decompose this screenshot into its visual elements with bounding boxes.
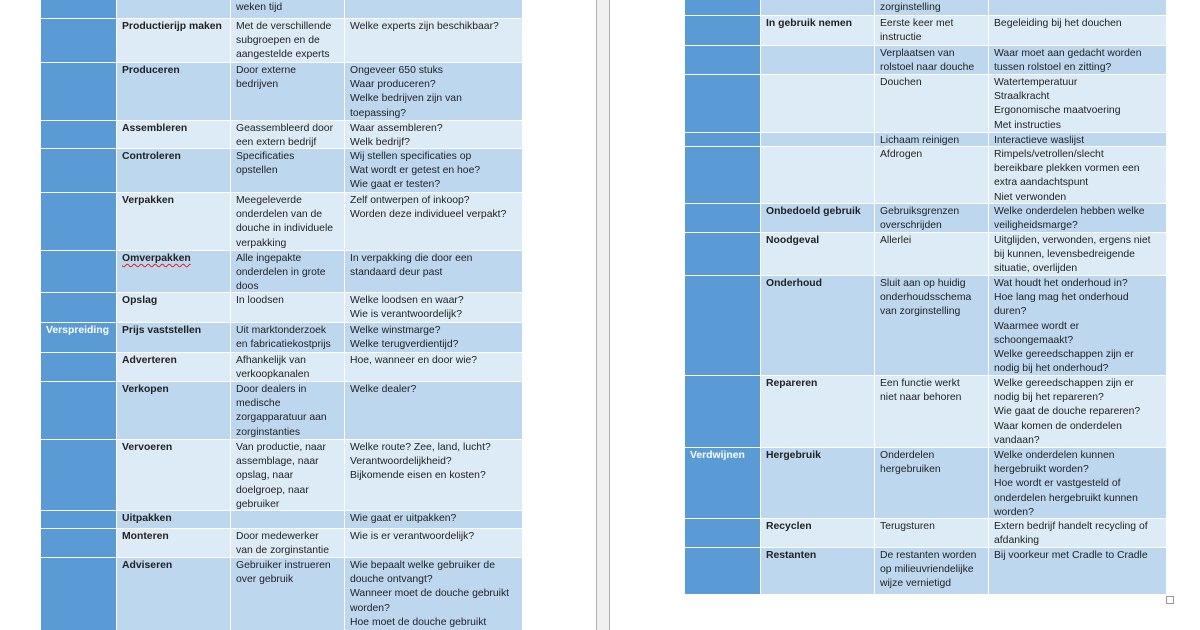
description-cell[interactable] bbox=[875, 204, 989, 232]
category-cell[interactable] bbox=[41, 511, 117, 528]
activity-label: Adverteren bbox=[122, 355, 177, 366]
activity-label: Adviseren bbox=[122, 560, 173, 571]
questions-cell[interactable] bbox=[345, 19, 522, 62]
activity-label: Verkopen bbox=[122, 384, 169, 395]
cell-text: Gebruiker instrueren over gebruik bbox=[236, 560, 331, 586]
category-cell[interactable] bbox=[41, 19, 117, 62]
questions-cell[interactable] bbox=[345, 323, 522, 352]
cell-text: Extern bedrijf handelt recycling of afdanking bbox=[994, 521, 1148, 547]
activity-label: Vervoeren bbox=[122, 442, 173, 453]
cell-text: De restanten worden op milieuvriendelijke wijze vernietigd bbox=[880, 550, 977, 590]
table-row bbox=[685, 204, 1166, 233]
description-cell[interactable] bbox=[875, 16, 989, 45]
description-cell[interactable] bbox=[231, 121, 345, 148]
cell-text: Waar assembleren? Welk bedrijf? bbox=[350, 123, 443, 148]
activity-label: Controleren bbox=[122, 151, 181, 162]
activity-label: Produceren bbox=[122, 65, 180, 76]
questions-cell[interactable] bbox=[989, 519, 1166, 547]
activity-label: Onbedoeld gebruik bbox=[766, 206, 861, 217]
table-row bbox=[41, 558, 522, 630]
table-row bbox=[41, 251, 522, 293]
activity-label: Opslag bbox=[122, 295, 158, 306]
activity-cell[interactable] bbox=[117, 558, 231, 630]
cell-text: Verspreiding bbox=[46, 325, 109, 336]
cell-text: Geassembleerd door een extern bedrijf bbox=[236, 123, 334, 148]
questions-cell[interactable] bbox=[989, 75, 1166, 132]
cell-text: Van productie, naar assemblage, naar opslag, naar doelgroep, naar gebruiker bbox=[236, 442, 326, 510]
activity-cell[interactable] bbox=[117, 323, 231, 352]
activity-cell[interactable] bbox=[761, 376, 875, 447]
questions-cell[interactable] bbox=[345, 251, 522, 292]
cell-text: Allerlei bbox=[880, 235, 912, 246]
cell-text: Watertemperatuur Straalkracht Ergonomische maatvoering Met instructies bbox=[994, 77, 1121, 131]
cell-text: weken tijd bbox=[236, 2, 283, 14]
activity-cell[interactable] bbox=[117, 63, 231, 120]
activity-cell[interactable] bbox=[117, 19, 231, 62]
activity-label: Assembleren bbox=[122, 123, 188, 134]
activity-cell[interactable] bbox=[761, 448, 875, 518]
table-row bbox=[41, 293, 522, 323]
activity-cell[interactable] bbox=[117, 121, 231, 148]
cell-text: Door dealers in medische zorgapparatuur aan zorginstanties bbox=[236, 384, 327, 438]
table-row bbox=[41, 149, 522, 193]
category-cell[interactable] bbox=[41, 251, 117, 292]
questions-cell[interactable] bbox=[989, 448, 1166, 518]
description-cell[interactable] bbox=[875, 376, 989, 447]
cell-text: Verplaatsen van rolstoel naar douche bbox=[880, 48, 975, 74]
questions-cell[interactable] bbox=[345, 382, 522, 439]
table-row bbox=[685, 0, 1166, 16]
questions-cell[interactable] bbox=[989, 233, 1166, 275]
category-cell[interactable] bbox=[41, 323, 117, 352]
activity-cell[interactable] bbox=[117, 193, 231, 250]
cell-text: Sluit aan op huidig onderhoudsschema van zorginstelling bbox=[880, 278, 972, 318]
category-cell[interactable] bbox=[41, 529, 117, 557]
description-cell[interactable] bbox=[231, 529, 345, 557]
table-row bbox=[685, 276, 1166, 376]
description-cell[interactable] bbox=[231, 558, 345, 630]
activity-label: Noodgeval bbox=[766, 235, 820, 246]
questions-cell[interactable] bbox=[989, 204, 1166, 232]
lifecycle-table-left bbox=[41, 0, 522, 630]
cell-text: Ongeveer 650 stuks Waar produceren? Welke bedrijven zijn van toepassing? bbox=[350, 65, 462, 119]
activity-cell[interactable] bbox=[761, 147, 875, 203]
table-row bbox=[685, 376, 1166, 448]
category-cell[interactable] bbox=[685, 519, 761, 547]
cell-text: Wie gaat er uitpakken? bbox=[350, 513, 457, 524]
questions-cell[interactable] bbox=[989, 16, 1166, 45]
activity-label: Prijs vaststellen bbox=[122, 325, 202, 336]
table-row bbox=[41, 19, 522, 63]
questions-cell[interactable] bbox=[989, 46, 1166, 74]
category-cell[interactable] bbox=[41, 558, 117, 630]
description-cell[interactable] bbox=[231, 323, 345, 352]
questions-cell[interactable] bbox=[989, 548, 1166, 594]
description-cell[interactable] bbox=[875, 233, 989, 275]
cell-text: Lichaam reinigen bbox=[880, 135, 960, 146]
cell-text: Wie bepaalt welke gebruiker de douche ontvangt? Wanneer moet de douche gebruikt worden? Hoe moet de douche gebruikt bbox=[350, 560, 510, 628]
activity-label: Verpakken bbox=[122, 195, 174, 206]
table-row bbox=[685, 233, 1166, 276]
table-row bbox=[41, 63, 522, 121]
table-row bbox=[685, 147, 1166, 204]
description-cell[interactable] bbox=[231, 63, 345, 120]
category-cell[interactable] bbox=[685, 147, 761, 203]
cell-text: Specificaties opstellen bbox=[236, 151, 295, 177]
activity-label: Recyclen bbox=[766, 521, 812, 532]
activity-label: Uitpakken bbox=[122, 513, 172, 524]
cell-text: Zelf ontwerpen of inkoop? Worden deze individueel verpakt? bbox=[350, 195, 507, 221]
category-cell[interactable] bbox=[41, 63, 117, 120]
table-row bbox=[41, 353, 522, 382]
activity-cell[interactable] bbox=[761, 233, 875, 275]
category-cell[interactable] bbox=[685, 0, 761, 15]
questions-cell[interactable] bbox=[345, 63, 522, 120]
description-cell[interactable] bbox=[875, 75, 989, 132]
cell-text: zorginstelling bbox=[880, 2, 941, 14]
category-cell[interactable] bbox=[685, 548, 761, 594]
table-row bbox=[41, 440, 522, 511]
questions-cell[interactable] bbox=[345, 529, 522, 557]
cell-text: Interactieve waslijst bbox=[994, 135, 1085, 146]
category-cell[interactable] bbox=[685, 376, 761, 447]
category-cell[interactable] bbox=[41, 440, 117, 510]
cell-text: Wij stellen specificaties op Wat wordt er getest en hoe? Wie gaat er testen? bbox=[350, 151, 481, 191]
document-page-right bbox=[610, 0, 1200, 630]
cell-text: Alle ingepakte onderdelen in grote doos bbox=[236, 253, 326, 292]
questions-cell[interactable] bbox=[989, 0, 1166, 15]
description-cell[interactable] bbox=[875, 519, 989, 547]
table-row bbox=[41, 382, 522, 440]
cell-text: Welke loodsen en waar? Wie is verantwoordelijk? bbox=[350, 295, 464, 321]
questions-cell[interactable] bbox=[989, 376, 1166, 447]
activity-cell[interactable] bbox=[761, 204, 875, 232]
table-row bbox=[41, 193, 522, 251]
activity-cell[interactable] bbox=[117, 440, 231, 510]
cell-text: Eerste keer met instructie bbox=[880, 18, 954, 44]
activity-cell[interactable] bbox=[117, 149, 231, 192]
cell-text: In verpakking die door een standaard deur past bbox=[350, 253, 473, 279]
questions-cell[interactable] bbox=[345, 353, 522, 381]
cell-text: Welke route? Zee, land, lucht? Verantwoordelijkheid? Bijkomende eisen en kosten? bbox=[350, 442, 491, 482]
table-row bbox=[685, 46, 1166, 75]
activity-cell[interactable] bbox=[761, 46, 875, 74]
cell-text: Welke dealer? bbox=[350, 384, 417, 395]
description-cell[interactable] bbox=[875, 46, 989, 74]
category-cell[interactable] bbox=[685, 276, 761, 375]
cell-text: Douchen bbox=[880, 77, 922, 88]
cell-text: Welke gereedschappen zijn er nodig bij het repareren? Wie gaat de douche repareren? Waar komen de onderdelen vandaan? bbox=[994, 378, 1141, 446]
cell-text: Welke onderdelen kunnen hergebruikt worden? Hoe wordt er vastgesteld of onderdelen hergebruikt kunnen worden? bbox=[994, 450, 1138, 518]
cell-text: Met de verschillende subgroepen en de aangestelde experts bbox=[236, 21, 332, 61]
activity-cell[interactable] bbox=[761, 75, 875, 132]
description-cell[interactable] bbox=[231, 149, 345, 192]
activity-cell[interactable] bbox=[761, 276, 875, 375]
description-cell[interactable] bbox=[875, 147, 989, 203]
questions-cell[interactable] bbox=[345, 293, 522, 322]
cell-text: Terugsturen bbox=[880, 521, 935, 532]
questions-cell[interactable] bbox=[989, 147, 1166, 203]
activity-cell[interactable] bbox=[761, 0, 875, 15]
category-cell[interactable] bbox=[685, 204, 761, 232]
activity-cell[interactable] bbox=[761, 519, 875, 547]
description-cell[interactable] bbox=[231, 353, 345, 381]
questions-cell[interactable] bbox=[345, 121, 522, 148]
category-cell[interactable] bbox=[685, 448, 761, 518]
activity-label: In gebruik nemen bbox=[766, 18, 853, 29]
activity-cell[interactable] bbox=[117, 529, 231, 557]
cell-text: In loodsen bbox=[236, 295, 284, 306]
questions-cell[interactable] bbox=[345, 558, 522, 630]
activity-label: Monteren bbox=[122, 531, 169, 542]
cell-text: Waar moet aan gedacht worden tussen rolstoel en zitting? bbox=[994, 48, 1142, 74]
category-cell[interactable] bbox=[41, 121, 117, 148]
description-cell[interactable] bbox=[231, 193, 345, 250]
cell-text: Welke onderdelen hebben welke veiligheidsmarge? bbox=[994, 206, 1145, 232]
description-cell[interactable] bbox=[231, 382, 345, 439]
description-cell[interactable] bbox=[875, 133, 989, 146]
cell-text: Rimpels/vetrollen/slecht bereikbare plekken vormen een extra aandachtspunt Niet verwonden bbox=[994, 149, 1140, 203]
activity-label: Hergebruik bbox=[766, 450, 821, 461]
questions-cell[interactable] bbox=[989, 133, 1166, 146]
table-row bbox=[41, 0, 522, 19]
category-cell[interactable] bbox=[41, 382, 117, 439]
activity-label: Onderhoud bbox=[766, 278, 822, 289]
category-cell[interactable] bbox=[41, 293, 117, 322]
category-cell[interactable] bbox=[41, 193, 117, 250]
category-cell[interactable] bbox=[685, 233, 761, 275]
category-cell[interactable] bbox=[41, 0, 117, 18]
table-resize-handle[interactable] bbox=[1166, 596, 1174, 604]
questions-cell[interactable] bbox=[345, 193, 522, 250]
cell-text: Verdwijnen bbox=[690, 450, 745, 461]
cell-text: Begeleiding bij het douchen bbox=[994, 18, 1122, 29]
cell-text: Afdrogen bbox=[880, 149, 923, 160]
description-cell[interactable] bbox=[231, 0, 345, 18]
cell-text: Door externe bedrijven bbox=[236, 65, 297, 91]
cell-text: Een functie werkt niet naar behoren bbox=[880, 378, 962, 404]
activity-cell[interactable] bbox=[761, 16, 875, 45]
description-cell[interactable] bbox=[875, 276, 989, 375]
cell-text: Wie is er verantwoordelijk? bbox=[350, 531, 475, 542]
cell-text: Bij voorkeur met Cradle to Cradle bbox=[994, 550, 1148, 561]
activity-label: Repareren bbox=[766, 378, 818, 389]
questions-cell[interactable] bbox=[345, 0, 522, 18]
cell-text: Onderdelen hergebruiken bbox=[880, 450, 941, 476]
document-page-left bbox=[0, 0, 596, 630]
activity-cell[interactable] bbox=[117, 251, 231, 292]
questions-cell[interactable] bbox=[345, 511, 522, 528]
table-row bbox=[41, 121, 522, 149]
activity-cell[interactable] bbox=[117, 353, 231, 381]
table-row bbox=[41, 529, 522, 558]
category-cell[interactable] bbox=[41, 149, 117, 192]
questions-cell[interactable] bbox=[345, 149, 522, 192]
description-cell[interactable] bbox=[231, 511, 345, 528]
page-separator bbox=[596, 0, 610, 630]
category-cell[interactable] bbox=[685, 133, 761, 146]
table-row bbox=[41, 323, 522, 353]
cell-text: Hoe, wanneer en door wie? bbox=[350, 355, 478, 366]
table-row bbox=[41, 511, 522, 529]
cell-text: Wat houdt het onderhoud in? Hoe lang mag het onderhoud duren? Waarmee wordt er schoongemaakt? Welke gereedschappen zijn er nodig bij het onderhoud? bbox=[994, 278, 1134, 375]
description-cell[interactable] bbox=[875, 0, 989, 15]
table-row bbox=[685, 448, 1166, 519]
activity-label: Productierijp maken bbox=[122, 21, 222, 32]
questions-cell[interactable] bbox=[345, 440, 522, 510]
activity-label: Omverpakken bbox=[122, 253, 191, 264]
description-cell[interactable] bbox=[231, 251, 345, 292]
activity-label: Restanten bbox=[766, 550, 817, 561]
activity-cell[interactable] bbox=[117, 511, 231, 528]
description-cell[interactable] bbox=[231, 293, 345, 322]
description-cell[interactable] bbox=[875, 448, 989, 518]
activity-cell[interactable] bbox=[761, 133, 875, 146]
cell-text: Welke experts zijn beschikbaar? bbox=[350, 21, 499, 32]
cell-text: Welke winstmarge? Welke terugverdientijd? bbox=[350, 325, 459, 351]
category-cell[interactable] bbox=[685, 16, 761, 45]
cell-text: Meegeleverde onderdelen van de douche in individuele verpakking bbox=[236, 195, 334, 249]
activity-cell[interactable] bbox=[117, 382, 231, 439]
activity-cell[interactable] bbox=[761, 548, 875, 594]
cell-text: Uitglijden, verwonden, ergens niet bij kunnen, levensbedreigende situatie, overlijden bbox=[994, 235, 1151, 275]
cell-text: Uit marktonderzoek en fabricatiekostprijs bbox=[236, 325, 331, 351]
description-cell[interactable] bbox=[231, 19, 345, 62]
cell-text: Afhankelijk van verkoopkanalen bbox=[236, 355, 310, 381]
category-cell[interactable] bbox=[685, 75, 761, 132]
description-cell[interactable] bbox=[231, 440, 345, 510]
table-row bbox=[685, 16, 1166, 46]
category-cell[interactable] bbox=[41, 353, 117, 381]
questions-cell[interactable] bbox=[989, 276, 1166, 375]
description-cell[interactable] bbox=[875, 548, 989, 594]
cell-text: Gebruiksgrenzen overschrijden bbox=[880, 206, 960, 232]
table-row bbox=[685, 548, 1166, 595]
activity-cell[interactable] bbox=[117, 293, 231, 322]
category-cell[interactable] bbox=[685, 46, 761, 74]
lifecycle-table-right bbox=[685, 0, 1166, 595]
cell-text: Door medewerker van de zorginstantie bbox=[236, 531, 329, 557]
table-row bbox=[685, 75, 1166, 133]
table-row bbox=[685, 133, 1166, 147]
activity-cell[interactable] bbox=[117, 0, 231, 18]
table-row bbox=[685, 519, 1166, 548]
